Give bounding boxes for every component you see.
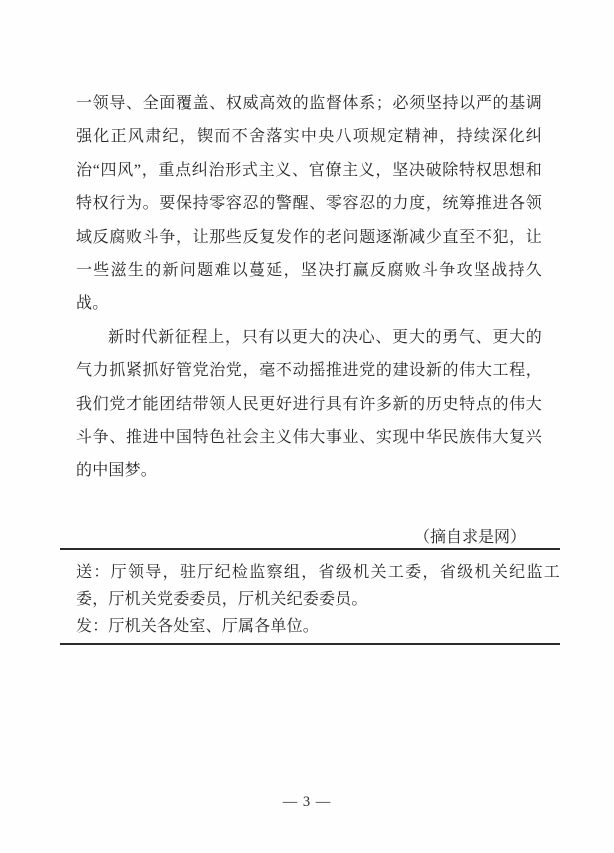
send-to-line: 送：厅领导，驻厅纪检监察组，省级机关工委，省级机关纪监工委，厅机关党委委员，厅机关纪委委员。 xyxy=(76,564,560,608)
source-attribution: （摘自求是网） xyxy=(413,529,526,547)
document-body xyxy=(76,87,542,555)
page-number: — 3 — xyxy=(282,794,332,810)
issue-to-line: 发：厅机关各处室、厅属各单位。 xyxy=(76,618,320,635)
body-paragraph-2: 新时代新征程上，只有以更大的决心、更大的勇气、更大的气力抓紧抓好管党治党，毫不动摇推进党的建设新的伟大工程，我们党才能团结带领人民更好进行具有许多新的历史特点的伟大斗争、推进中国特色社会主义伟大事业、实现中华民族伟大复兴的中国梦。 xyxy=(76,328,542,480)
distribution-block xyxy=(60,548,560,645)
body-paragraph-continuation: 一领导、全面覆盖、权威高效的监督体系；必须坚持以严的基调强化正风肃纪，锲而不舍落实中央八项规定精神，持续深化纠治“四风”，重点纠治形式主义、官僚主义，坚决破除特权思想和特权行为。要保持零容忍的警醒、零容忍的力度，统筹推进各领域反腐败斗争，让那些反复发作的老问题逐渐减少直至不犯，让一些滋生的新问题难以蔓延，坚决打赢反腐败斗争攻坚战持久战。 xyxy=(76,95,542,313)
